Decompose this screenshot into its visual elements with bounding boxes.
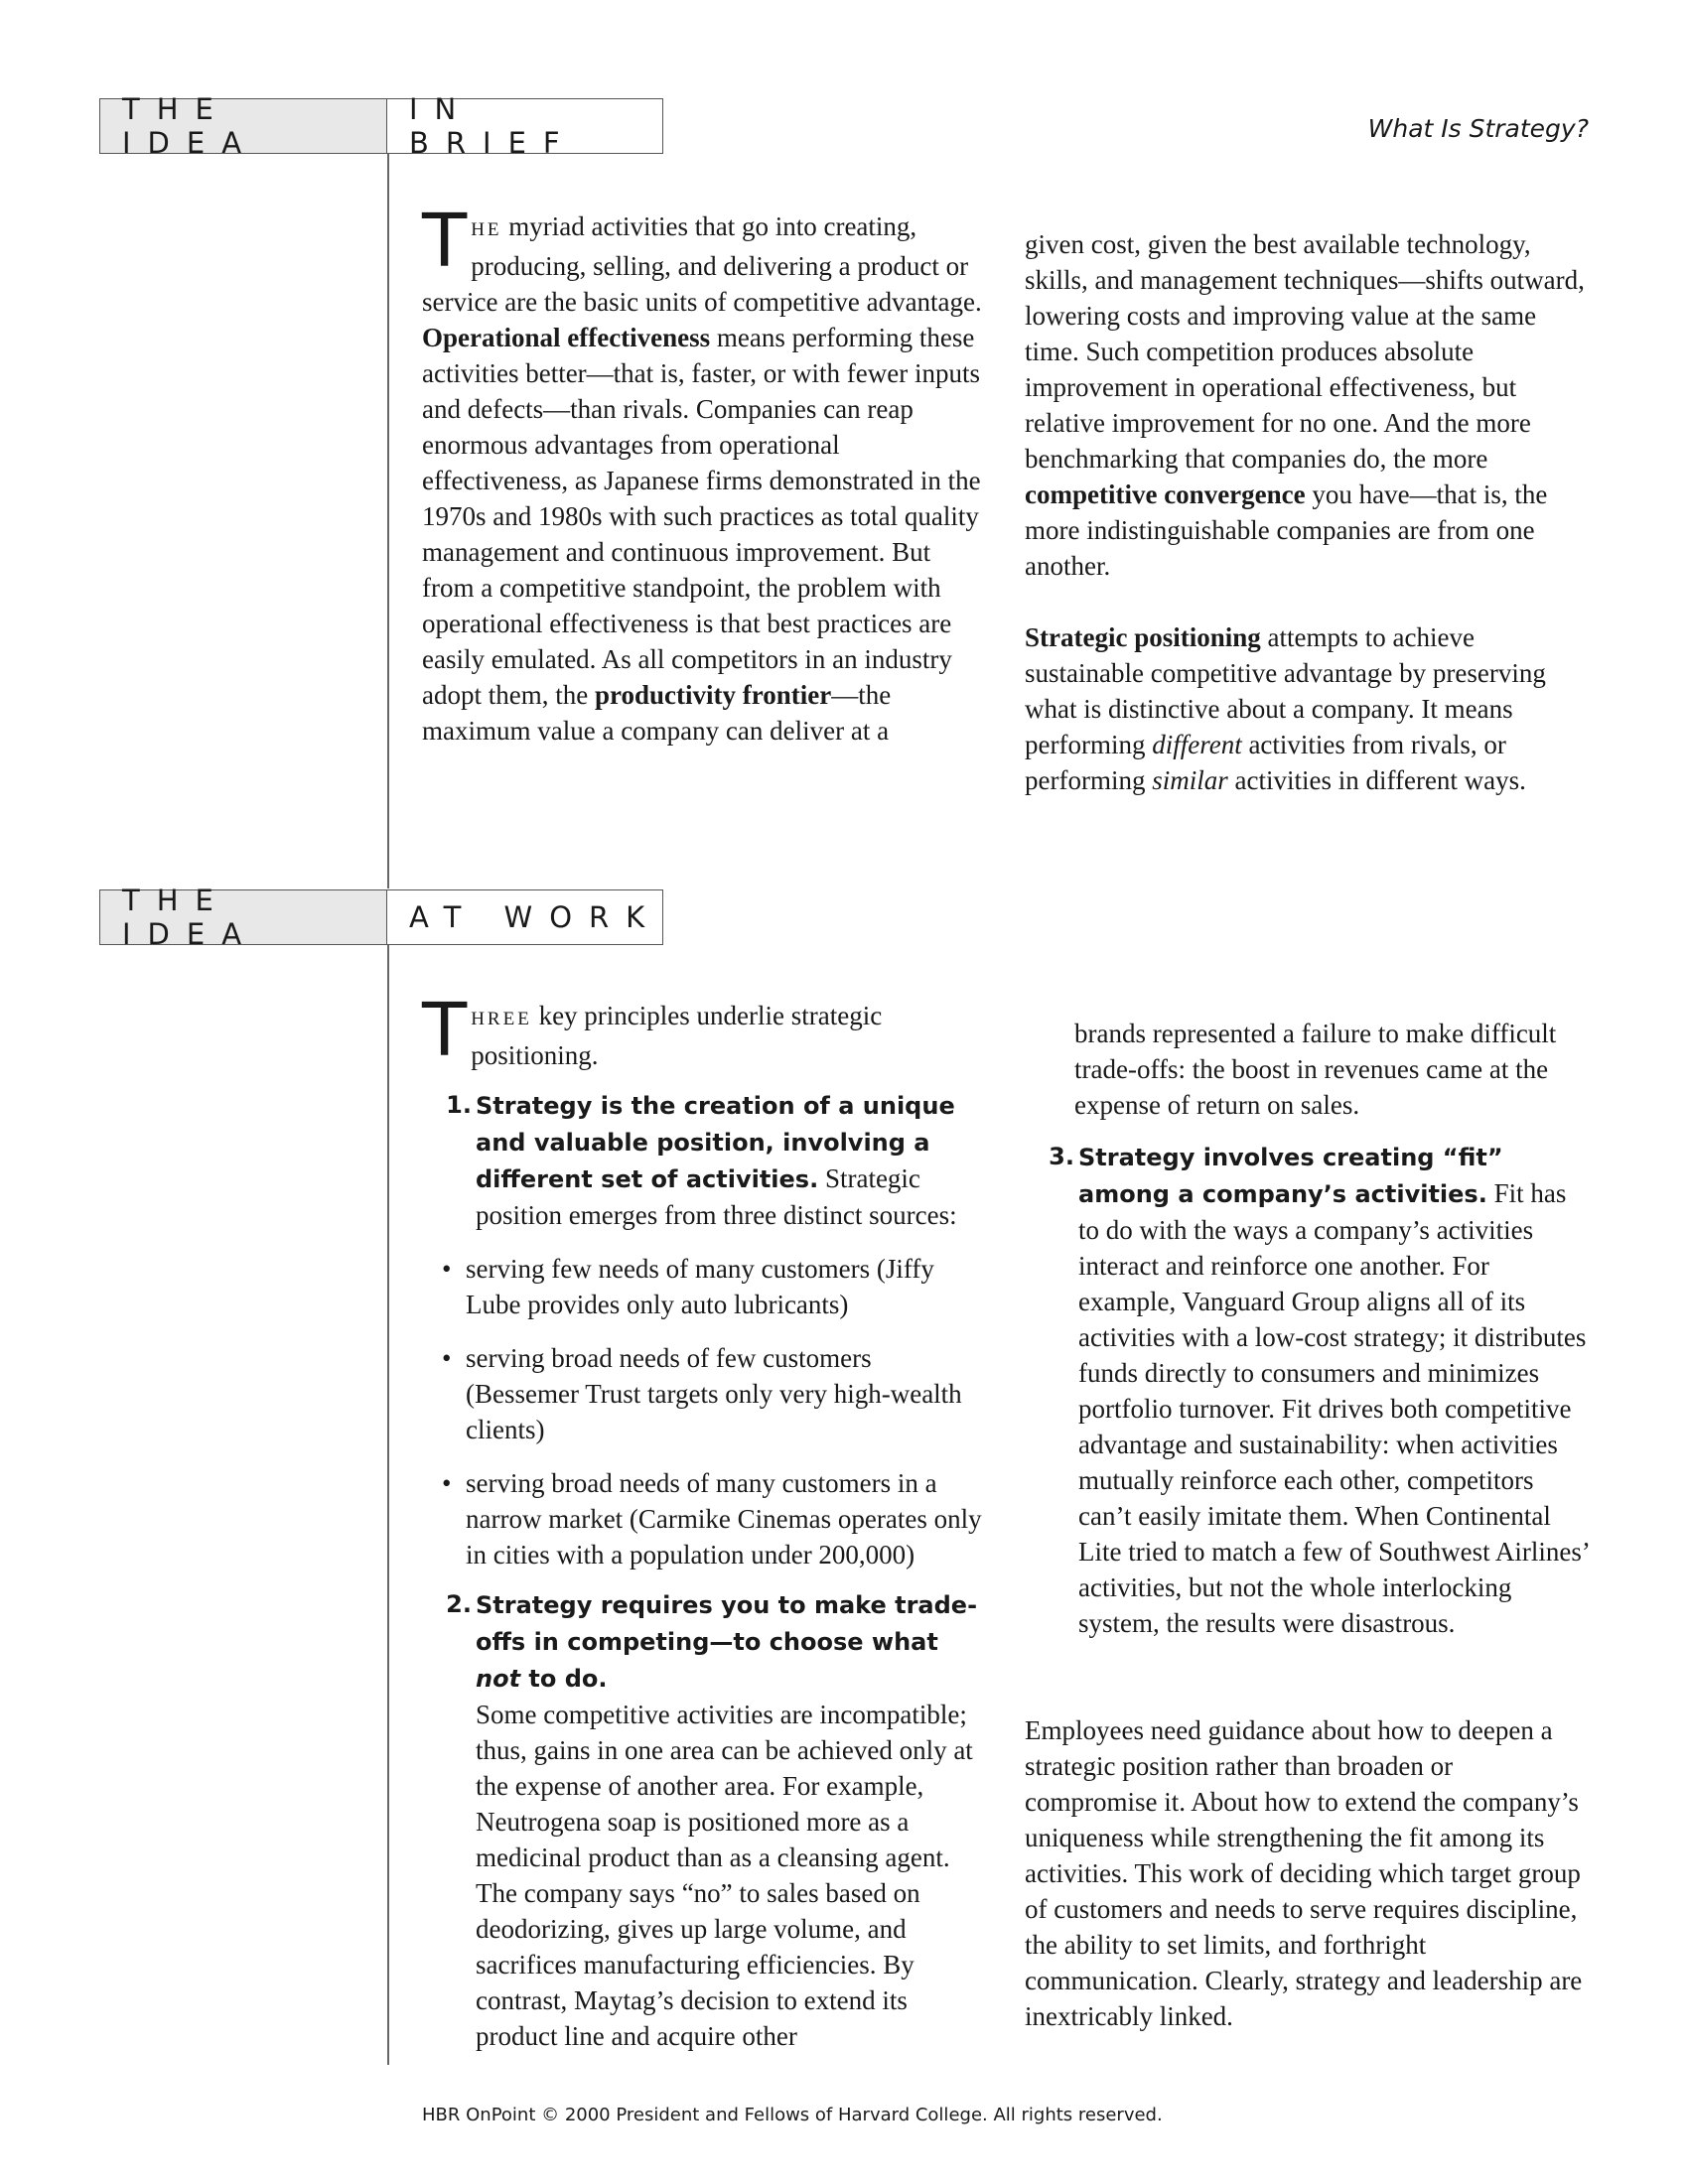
brief-text: means performing these activities better—that is, faster, or with fewer inputs and defects—than rivals. Companies can reap enormous advantages from operational effectiveness, as Japanese firms demonstrated in the 1970s and 1980s with such practices as total quality management and continuous improvement. But from a competitive standpoint, the problem with operational effectiveness is that best practices are easily emulated. As all competitors in an industry adopt them, the bbox=[422, 323, 981, 710]
principle-number: 1. bbox=[446, 1091, 472, 1119]
principle-heading bbox=[476, 1591, 977, 1693]
idea-in-brief-header bbox=[99, 92, 663, 160]
work-column-2 bbox=[1025, 1016, 1591, 2034]
bullet-item bbox=[442, 1465, 988, 1572]
header-right-label: AT WORK bbox=[387, 890, 662, 944]
term-strategic-positioning: Strategic positioning bbox=[1025, 622, 1261, 652]
term-productivity-frontier: productivity frontier bbox=[594, 680, 832, 710]
term-operational-effectiveness: Operational effectiveness bbox=[422, 323, 711, 352]
brief-column-2 bbox=[1025, 226, 1591, 798]
bullet-marker: • bbox=[442, 1254, 452, 1284]
principle-2-continued: brands represented a failure to make difficult trade-offs: the boost in revenues came at the expense of return on sales. bbox=[1074, 1019, 1557, 1120]
heading-part: Strategy requires you to make trade-offs in competing—to choose what bbox=[476, 1591, 978, 1656]
principle-3 bbox=[1025, 1139, 1591, 1641]
bullet-item bbox=[442, 1251, 988, 1322]
heading-part: to do. bbox=[520, 1665, 608, 1693]
closing-paragraph: Employees need guidance about how to deepen a strategic position rather than broaden or compromise it. About how to extend the company’s uniqueness while strengthening the fit among its activities. This work of deciding which target group of customers and needs to serve requires discipline, the ability to set limits, and forthright communication. Clearly, strategy and leadership are inextricably linked. bbox=[1025, 1715, 1583, 2031]
drop-cap: T bbox=[422, 199, 468, 284]
principle-heading: Strategy is the creation of a unique and valuable position, involving a different set of activities. bbox=[476, 1092, 955, 1193]
emphasis-different: different bbox=[1152, 730, 1242, 759]
header-left-label: THE IDEA bbox=[100, 890, 387, 944]
brief-text: attempts to achieve sustainable competitive advantage by preserving what is distinctive about a company. It means performing bbox=[1025, 622, 1546, 759]
principle-text: Fit has to do with the ways a company’s activities interact and reinforce one another. For example, Vanguard Group aligns all of its activities with a low-cost strategy; it distributes funds directly to consumers and minimizes portfolio turnover. Fit drives both competitive advantage and sustainability: when activities mutually reinforce each other, competitors can’t easily imitate them. When Continental Lite tried to match a few of Southwest Airlines’ activities, but not the whole interlocking system, the results were disastrous. bbox=[1078, 1178, 1589, 1638]
work-text: key principles underlie strategic positioning. bbox=[471, 1001, 883, 1070]
brief-text: activities from rivals, or performing bbox=[1025, 730, 1506, 795]
term-competitive-convergence: competitive convergence bbox=[1025, 479, 1306, 509]
brief-text: —the maximum value a company can deliver at a bbox=[422, 680, 892, 746]
principle-text: Some competitive activities are incompatible; thus, gains in one area can be achieved only at the expense of another area. For example, Neutrogena soap is positioned more as a medicinal product than as a cleansing agent. The company says “no” to sales based on deodorizing, gives up large volume, and sacrifices manufacturing efficiencies. By contrast, Maytag’s decision to extend its product line and acquire other bbox=[476, 1700, 973, 2051]
vertical-rule-work bbox=[387, 943, 389, 2065]
brief-paragraph-1 bbox=[422, 199, 988, 749]
bullet-marker: • bbox=[442, 1468, 452, 1498]
bullet-marker: • bbox=[442, 1343, 452, 1373]
bullet-text: serving few needs of many customers (Jiffy Lube provides only auto lubricants) bbox=[466, 1254, 934, 1319]
emphasis-not: not bbox=[476, 1665, 521, 1693]
brief-paragraph-2 bbox=[1025, 226, 1591, 584]
lead-smallcaps: HE bbox=[471, 219, 502, 240]
idea-at-work-header bbox=[99, 884, 663, 951]
header-left-label: THE IDEA bbox=[100, 99, 387, 153]
brief-paragraph-3 bbox=[1025, 619, 1591, 798]
vertical-rule-brief bbox=[387, 152, 389, 888]
brief-text: myriad activities that go into creating, producing, selling, and delivering a product or service are the basic units of competitive advantage. bbox=[422, 211, 982, 317]
bullet-item bbox=[442, 1340, 988, 1447]
header-right-label: IN BRIEF bbox=[387, 99, 662, 153]
emphasis-similar: similar bbox=[1152, 765, 1228, 795]
footer-copyright: HBR OnPoint © 2000 President and Fellows of Harvard College. All rights reserved. bbox=[422, 2105, 1163, 2125]
brief-column-1 bbox=[422, 199, 988, 749]
work-lead-paragraph bbox=[422, 988, 988, 1073]
brief-text: you have—that is, the more indistinguishable companies are from one another. bbox=[1025, 479, 1548, 581]
principle-heading: Strategy involves creating “fit” among a company’s activities. bbox=[1078, 1144, 1503, 1208]
bullet-text: serving broad needs of many customers in a narrow market (Carmike Cinemas operates only in cities with a population under 200,000) bbox=[466, 1468, 982, 1570]
brief-text: activities in different ways. bbox=[1227, 765, 1526, 795]
drop-cap: T bbox=[422, 988, 468, 1073]
principle-text: Strategic position emerges from three distinct sources: bbox=[476, 1163, 957, 1230]
principle-1 bbox=[422, 1087, 988, 1233]
principle-number: 3. bbox=[1049, 1143, 1074, 1170]
bullet-text: serving broad needs of few customers (Bessemer Trust targets only very high-wealth clients) bbox=[466, 1343, 962, 1444]
principle-2 bbox=[422, 1586, 988, 2054]
principle-number: 2. bbox=[446, 1590, 472, 1618]
work-column-1 bbox=[422, 988, 988, 2054]
lead-smallcaps: HREE bbox=[471, 1009, 532, 1029]
running-head: What Is Strategy? bbox=[1367, 114, 1589, 143]
brief-text: given cost, given the best available technology, skills, and management techniques—shifts outward, lowering costs and improving value at the same time. Such competition produces absolute improvement in operational effectiveness, but relative improvement for no one. And the more benchmarking that companies do, the more bbox=[1025, 229, 1585, 474]
